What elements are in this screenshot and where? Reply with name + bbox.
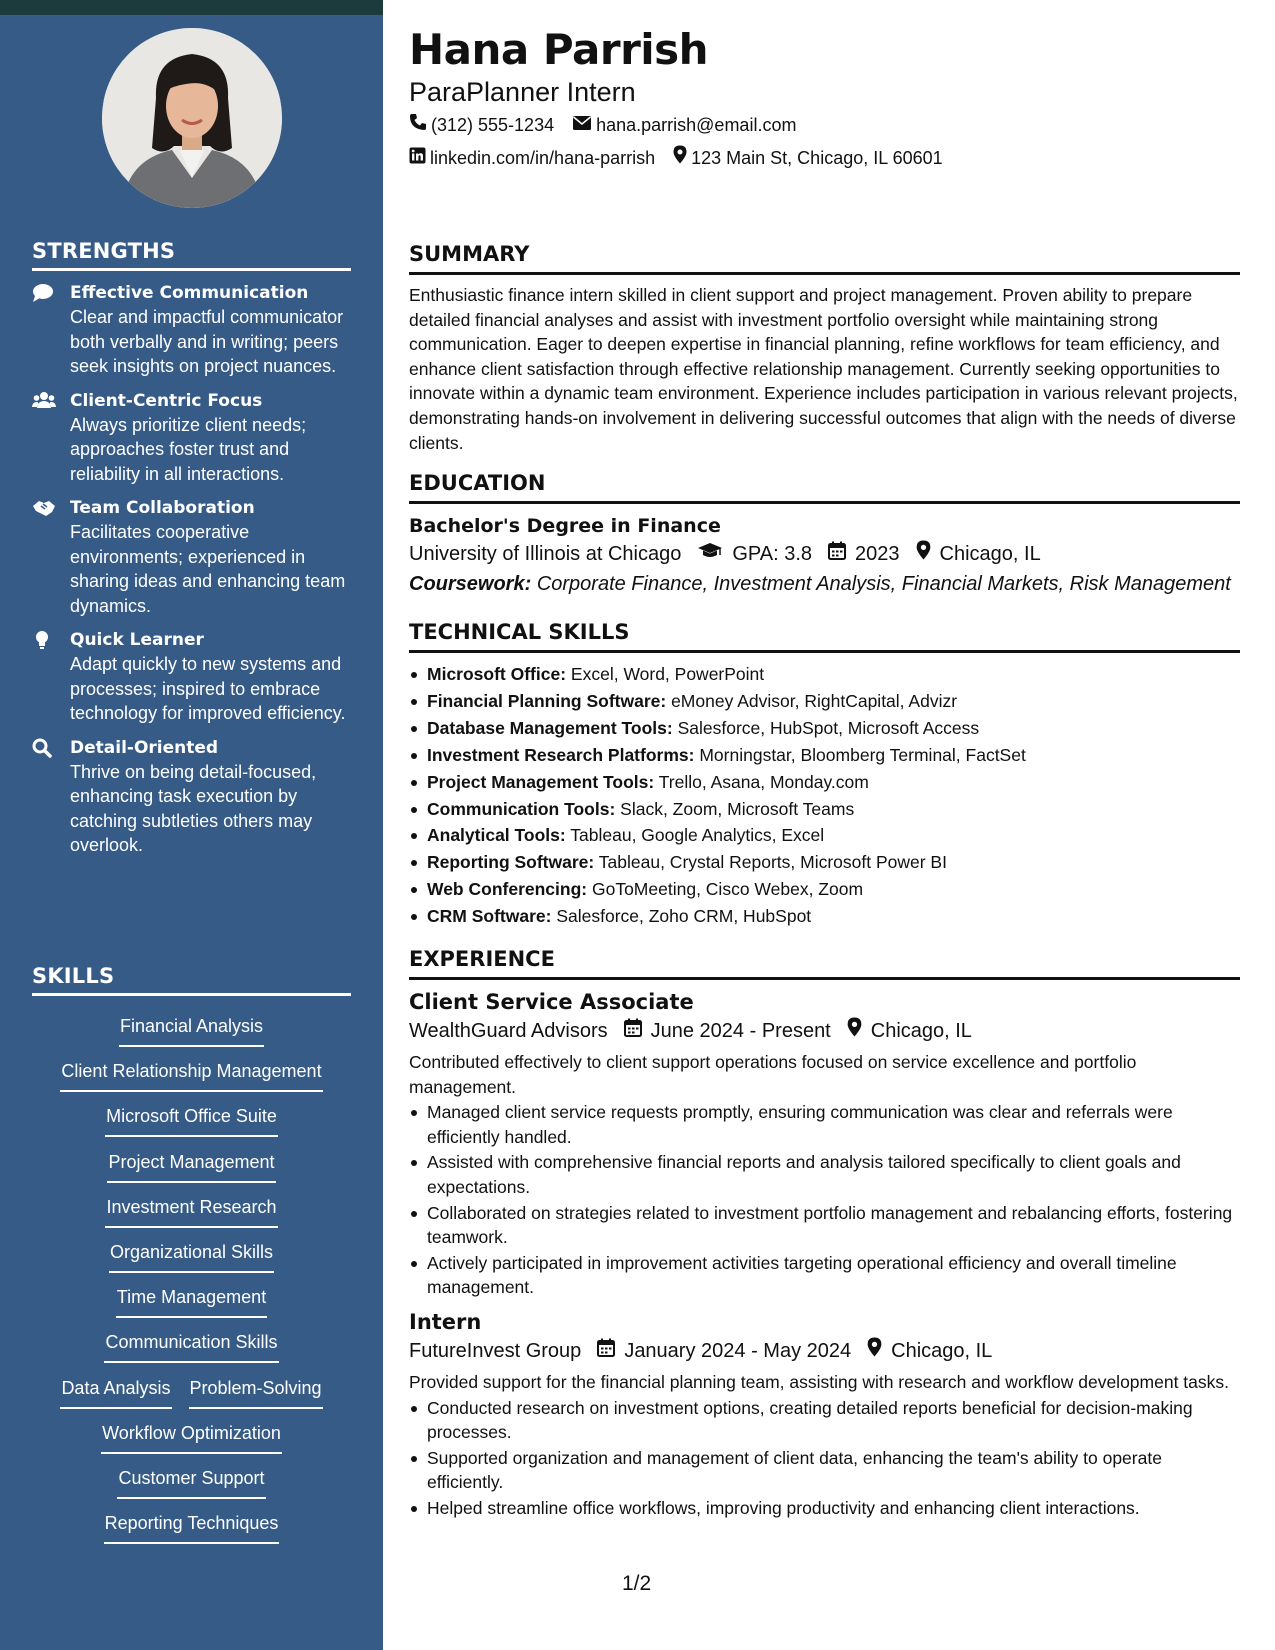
list-item: Helped streamline office workflows, improving productivity and enhancing client interactions. (409, 1496, 1240, 1521)
skill-tag: Client Relationship Management (60, 1059, 322, 1092)
coursework-list: Corporate Finance, Investment Analysis, Financial Markets, Risk Management (536, 573, 1231, 595)
list-item: CRM Software: Salesforce, Zoho CRM, HubSpot (409, 903, 1240, 930)
list-item: Reporting Software: Tableau, Crystal Reports, Microsoft Power BI (409, 849, 1240, 876)
job-title: Client Service Associate (409, 990, 694, 1014)
list-item: Assisted with comprehensive financial reports and analysis tailored specifically to client goals and expectations. (409, 1150, 1240, 1199)
job-title: Intern (409, 1309, 482, 1334)
school-name: University of Illinois at Chicago (409, 543, 682, 565)
summary-title: SUMMARY (409, 241, 1240, 275)
strength-description: Always prioritize client needs; approaches foster trust and reliability in all interactions. (70, 414, 307, 484)
profile-photo (102, 28, 282, 208)
skill-tag: Microsoft Office Suite (105, 1104, 278, 1137)
strength-title: Detail-Oriented (70, 737, 219, 758)
technical-skills-title: TECHNICAL SKILLS (409, 619, 1240, 653)
strength-item (32, 281, 351, 379)
page-number: 1/2 (622, 1572, 652, 1595)
skill-tag: Reporting Techniques (104, 1511, 280, 1544)
skill-tag: Customer Support (117, 1466, 265, 1499)
job-description: Provided support for the financial planning team, assisting with research and workflow development tasks. (409, 1371, 1230, 1392)
phone-text: (312) 555-1234 (431, 115, 555, 135)
list-item: Supported organization and management of client data, enhancing the team's ability to operate efficiently. (409, 1446, 1240, 1495)
list-item: Database Management Tools: Salesforce, HubSpot, Microsoft Access (409, 715, 1240, 742)
strength-item (32, 389, 351, 487)
skill-tag: Time Management (116, 1285, 267, 1318)
summary-section (409, 241, 1240, 455)
list-item: Managed client service requests promptly, ensuring communication was clear and referrals were efficiently handled. (409, 1100, 1240, 1149)
coursework-label: Coursework: (409, 573, 532, 595)
job-bullets (409, 1396, 1240, 1521)
contact-row (409, 113, 814, 137)
phone-contact (409, 113, 554, 137)
strength-description: Clear and impactful communicator both verbally and in writing; peers seek insights on project nuances. (70, 307, 344, 376)
strength-title: Client-Centric Focus (70, 390, 263, 411)
list-item: Microsoft Office: Excel, Word, PowerPoint (409, 661, 1240, 688)
list-item: Collaborated on strategies related to investment portfolio management and rebalancing efforts, fostering teamwork. (409, 1201, 1240, 1250)
map-pin-icon (847, 1016, 871, 1046)
email-contact[interactable] (572, 113, 796, 137)
skill-tag: Financial Analysis (119, 1014, 264, 1047)
job-dates: June 2024 - Present (650, 1020, 831, 1042)
technical-skills-section (409, 619, 1240, 930)
strengths-heading: STRENGTHS (32, 239, 351, 271)
education-section (409, 470, 1240, 599)
degree-title: Bachelor's Degree in Finance (409, 515, 721, 537)
strength-description: Thrive on being detail-focused, enhancing task execution by catching subtleties others may overlook. (70, 761, 317, 855)
map-pin-icon (916, 539, 940, 569)
address-contact (673, 145, 943, 170)
job-location: Chicago, IL (891, 1339, 993, 1362)
coursework (409, 569, 1240, 599)
skills-section (32, 964, 351, 1556)
list-item: Financial Planning Software: eMoney Advisor, RightCapital, Advizr (409, 688, 1240, 715)
job-bullets (409, 1100, 1240, 1300)
sidebar (0, 0, 383, 1650)
phone-icon (409, 113, 431, 137)
skill-tag: Organizational Skills (109, 1240, 274, 1273)
calendar-icon (624, 1016, 651, 1046)
experience-title: EXPERIENCE (409, 946, 1240, 980)
strength-title: Effective Communication (70, 283, 309, 303)
skills-list (32, 1014, 351, 1556)
email-link[interactable]: hana.parrish@email.com (596, 115, 797, 135)
skill-tag: Project Management (107, 1150, 275, 1183)
candidate-role: ParaPlanner Intern (409, 77, 636, 107)
strength-item (32, 496, 351, 618)
list-item: Analytical Tools: Tableau, Google Analytics, Excel (409, 822, 1240, 849)
education-title: EDUCATION (409, 470, 1240, 504)
strength-title: Team Collaboration (70, 498, 255, 518)
education-location: Chicago, IL (939, 543, 1041, 565)
technical-skills-list (409, 661, 1240, 930)
graduation-year: 2023 (855, 543, 900, 565)
lightbulb-icon (32, 630, 56, 650)
job-meta (409, 1016, 1240, 1046)
calendar-icon (828, 539, 855, 569)
strengths-section (32, 239, 351, 858)
job-location: Chicago, IL (870, 1020, 972, 1042)
strength-description: Adapt quickly to new systems and processes; inspired to embrace technology for improved efficiency. (70, 654, 346, 723)
list-item: Web Conferencing: GoToMeeting, Cisco Webex, Zoom (409, 876, 1240, 903)
list-item: Investment Research Platforms: Morningstar, Bloomberg Terminal, FactSet (409, 742, 1240, 769)
linkedin-contact[interactable] (409, 146, 655, 170)
list-item: Project Management Tools: Trello, Asana, Monday.com (409, 769, 1240, 796)
handshake-icon (32, 498, 56, 518)
list-item: Conducted research on investment options, creating detailed reports beneficial for decision-making processes. (409, 1396, 1240, 1445)
sidebar-top-bar (0, 0, 383, 15)
map-pin-icon (673, 145, 691, 170)
summary-text: Enthusiastic finance intern skilled in client support and project management. Proven ability to prepare detailed financial analyses and assist with investment portfolio oversight while maintaining strong communication. Eager to deepen expertise in financial planning, refine workflows for team efficiency, and enhance client satisfaction through effective relationship management. Currently seeking opportunities to innovate within a dynamic team environment. Experience includes participation in various relevant projects, demonstrating hands-on involvement in delivering successful outcomes that align with the needs of diverse clients. (409, 285, 1238, 453)
gpa-text: GPA: 3.8 (732, 543, 813, 565)
list-item: Communication Tools: Slack, Zoom, Microsoft Teams (409, 796, 1240, 823)
job-dates: January 2024 - May 2024 (624, 1339, 852, 1362)
strength-item (32, 628, 351, 726)
strength-item (32, 736, 351, 858)
job-meta (409, 1336, 1240, 1366)
users-icon (32, 391, 56, 411)
skill-tag: Investment Research (105, 1195, 277, 1228)
job-entry (409, 1308, 1240, 1521)
company-name: WealthGuard Advisors (409, 1020, 608, 1042)
calendar-icon (597, 1336, 624, 1366)
job-description: Contributed effectively to client support operations focused on service excellence and portfolio management. (409, 1052, 1137, 1097)
skill-tag: Communication Skills (104, 1330, 278, 1363)
company-name: FutureInvest Group (409, 1339, 582, 1362)
speech-bubble-icon (32, 283, 56, 303)
skill-tag: Data Analysis (60, 1376, 171, 1409)
list-item: Actively participated in improvement activities targeting operational efficiency and overall timeline management. (409, 1251, 1240, 1300)
skills-heading: SKILLS (32, 964, 351, 996)
linkedin-icon (409, 146, 430, 170)
strength-title: Quick Learner (70, 630, 204, 650)
address-text: 123 Main St, Chicago, IL 60601 (691, 147, 943, 168)
candidate-name: Hana Parrish (409, 25, 709, 74)
job-entry (409, 988, 1240, 1300)
strength-description: Facilitates cooperative environments; experienced in sharing ideas and enhancing team dynamics. (70, 522, 346, 616)
skill-tag: Workflow Optimization (101, 1421, 282, 1454)
experience-section (409, 946, 1240, 1522)
contact-row (409, 145, 961, 170)
envelope-icon (572, 113, 596, 137)
graduation-cap-icon (697, 539, 732, 569)
skill-tag: Problem-Solving (189, 1376, 323, 1409)
map-pin-icon (867, 1336, 891, 1366)
linkedin-link[interactable]: linkedin.com/in/hana-parrish (430, 147, 656, 168)
education-meta (409, 539, 1240, 569)
search-icon (32, 738, 56, 758)
